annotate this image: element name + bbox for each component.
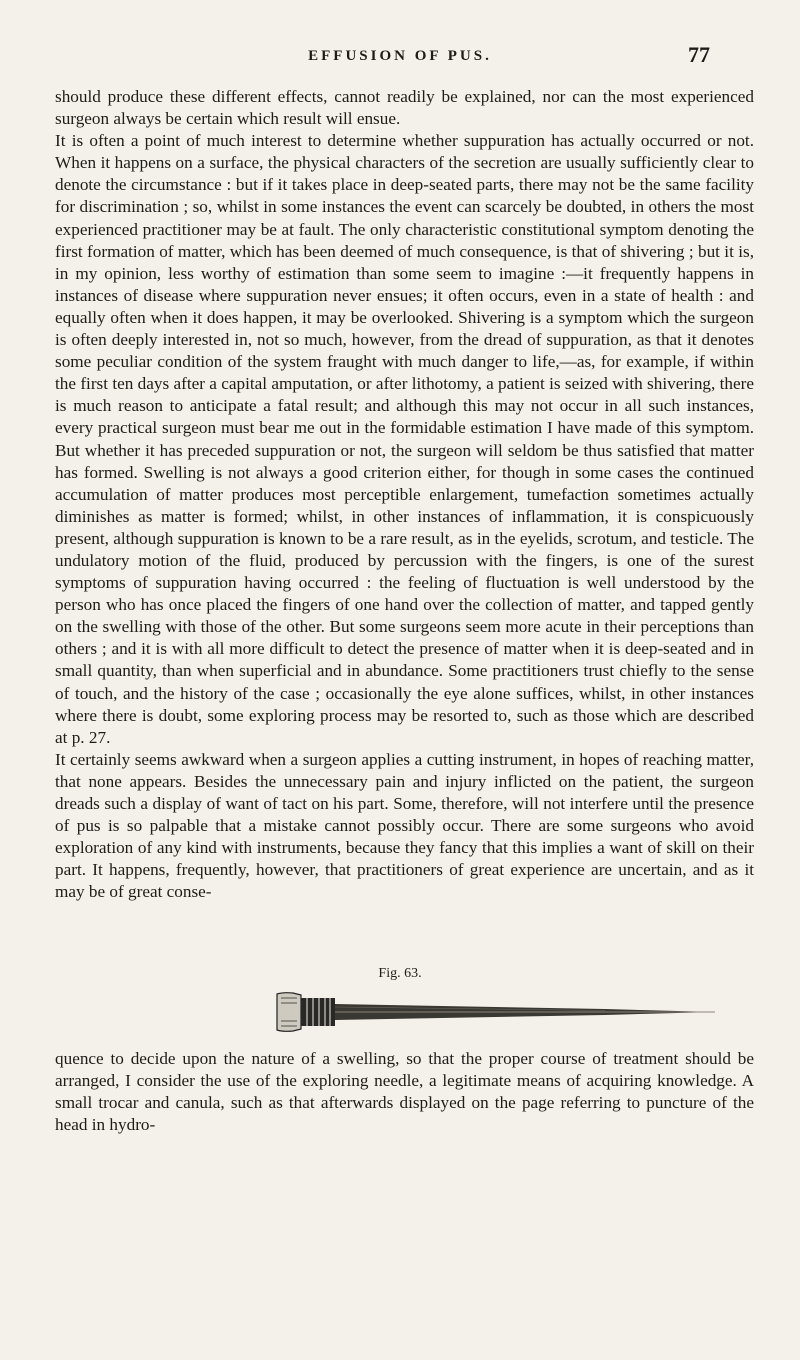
body-text-bottom [55,1048,754,1136]
paragraph-exploring-needle: quence to decide upon the nature of a swelling, so that the proper course of treatment should be arranged, I consider the use of the exploring needle, a legitimate means of acquiring knowledge. A small trocar and canula, such as that afterwards displayed on the page referring to puncture of the head in hydro- [55,1049,754,1135]
page-number: 77 [688,42,710,67]
running-head: EFFUSION OF PUS. [308,48,492,64]
page-header [0,42,800,82]
needle-shaft [335,1004,715,1020]
paragraph-exploration: It certainly seems awkward when a surgeon applies a cutting instrument, in hopes of reaching matter, that none appears. Besides the unnecessary pain and injury inflicted on the patient, the surgeon dreads such a display of want of tact on his part. Some, therefore, will not interfere until the presence of pus is so palpable that a mistake cannot possibly occur. There are some surgeons who avoid exploration of any kind with instruments, because they fancy that this implies a want of skill on their part. It happens, frequently, however, that practitioners of great experience are uncertain, and as it may be of great conse- [55,749,754,902]
body-text-top [55,86,754,903]
paragraph-suppuration: It is often a point of much interest to determine whether suppuration has actually occurred or not. When it happens on a surface, the physical characters of the secretion are usually sufficiently clear to denote the circumstance : but if it takes place in deep-seated parts, there may not be the same facility for discrimination ; so, whilst in some instances the event can scarcely be doubted, in others the most experienced practitioner may be at fault. The only characteristic constitutional symptom denoting the first formation of matter, which has been deemed of much consequence, is that of shivering ; but it is, in my opinion, less worthy of estimation than some seem to imagine :—it frequently happens in instances of disease where suppuration never ensues; it often occurs, even in a state of health : and equally often when it does happen, it may be overlooked. Shivering is a symptom which the surgeon is often deeply interested in, not so much, however, from the dread of suppuration, as that it denotes some peculiar condition of the system fraught with much danger to life,—as, for example, if within the first ten days after a capital amputation, or after lithotomy, a patient is seized with shivering, there is much reason to anticipate a fatal result; and although this may not occur in all such instances, every practical surgeon must bear me out in the formidable estimation I have made of this symptom. But whether it has preceded suppuration or not, the surgeon will seldom be thus satisfied that matter has formed. Swelling is not always a good criterion either, for though in some cases the continued accumulation of matter produces most perceptible enlargement, tumefaction sometimes actually diminishes as matter is formed; whilst, in other instances of inflammation, it is conspicuously present, although suppuration is known to be a rare result, as in the eyelids, scrotum, and testicle. The undulatory motion of the fluid, produced by percussion with the fingers, is one of the surest symptoms of suppuration having occurred : the feeling of fluctuation is well understood by the person who has once placed the fingers of one hand over the collection of matter, and tapped gently on the swelling with those of the other. But some surgeons seem more acute in their perceptions than others ; and it is with all more difficult to detect the presence of matter when it is deep-seated and in small quantity, than when superficial and in abundance. Some practitioners trust chiefly to the sense of touch, and the history of the case ; occasionally the eye alone suffices, whilst, in other instances where there is doubt, some exploring process may be resorted to, such as those which are described at p. 27. [55,131,754,747]
exploring-needle-illustration [275,990,735,1034]
needle-handle [277,993,301,1032]
paragraph-continued: should produce these different effects, cannot readily be explained, nor can the most experienced surgeon always be certain which result will ensue. [55,87,754,129]
figure-caption: Fig. 63. [378,966,422,981]
needle-collar [301,998,335,1026]
